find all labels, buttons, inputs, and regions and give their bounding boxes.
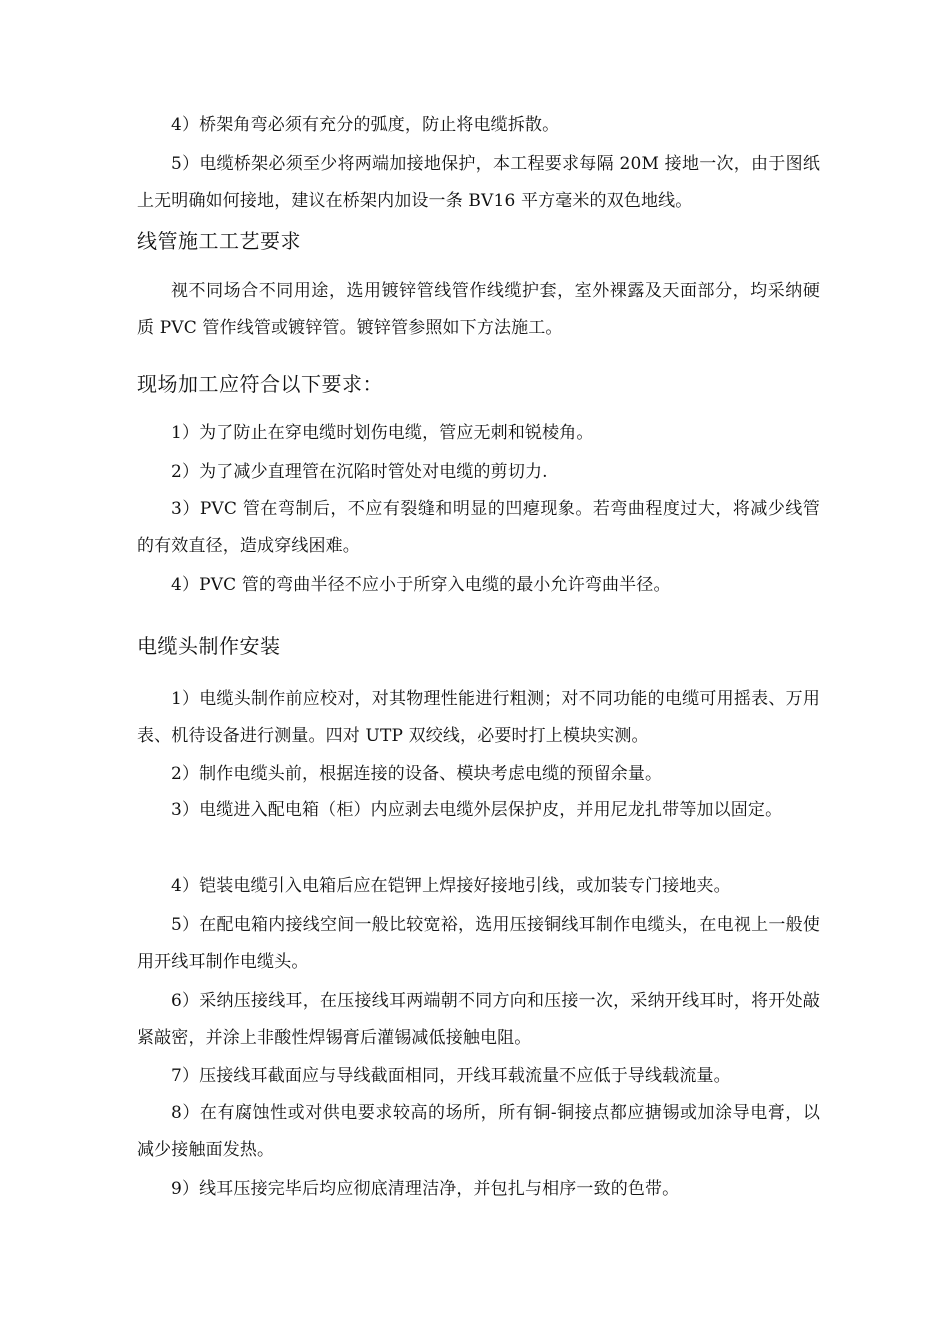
conduit-paragraph: 视不同场合不同用途，选用镀锌管线管作线缆护套，室外裸露及天面部分，均采纳硬质 PVC 管作线管或镀锌管。镀锌管参照如下方法施工。 — [137, 281, 820, 338]
site-item-3: 3）PVC 管在弯制后，不应有裂缝和明显的凹瘪现象。若弯曲程度过大，将减少线管的有效直径，造成穿线困难。 — [137, 499, 820, 556]
cable-item-6: 6）采纳压接线耳，在压接线耳两端朝不同方向和压接一次，采纳开线耳时，将开处敲紧敲密，并涂上非酸性焊锡膏后灌锡减低接触电阻。 — [137, 991, 820, 1048]
cable-item-5: 5）在配电箱内接线空间一般比较宽裕，选用压接铜线耳制作电缆头，在电视上一般使用开线耳制作电缆头。 — [137, 915, 820, 972]
site-item-1: 1）为了防止在穿电缆时划伤电缆，管应无刺和锐棱角。 — [171, 423, 594, 443]
cable-item-8: 8）在有腐蚀性或对供电要求较高的场所，所有铜-铜接点都应搪锡或加涂导电膏，以减少接触面发热。 — [137, 1103, 820, 1160]
cable-item-3: 3）电缆进入配电箱（柜）内应剥去电缆外层保护皮，并用尼龙扎带等加以固定。 — [171, 800, 783, 820]
cable-item-1: 1）电缆头制作前应校对，对其物理性能进行粗测；对不同功能的电缆可用摇表、万用表、机待设备进行测量。四对 UTP 双绞线，必要时打上模块实测。 — [137, 689, 820, 746]
site-item-2: 2）为了减少直理管在沉陷时管处对电缆的剪切力. — [171, 462, 548, 482]
cable-item-4: 4）铠装电缆引入电箱后应在铠钾上焊接好接地引线，或加装专门接地夹。 — [171, 876, 731, 896]
cable-item-7: 7）压接线耳截面应与导线截面相同，开线耳载流量不应低于导线载流量。 — [171, 1066, 731, 1086]
bridge-item-5: 5）电缆桥架必须至少将两端加接地保护，本工程要求每隔 20M 接地一次，由于图纸上无明确如何接地，建议在桥架内加设一条 BV16 平方毫米的双色地线。 — [137, 154, 820, 211]
cable-item-9: 9）线耳压接完毕后均应彻底清理洁净，并包扎与相序一致的色带。 — [171, 1179, 680, 1199]
heading-cable-head: 电缆头制作安装 — [137, 634, 281, 658]
bridge-item-4: 4）桥架角弯必须有充分的弧度，防止将电缆拆散。 — [171, 115, 560, 135]
heading-conduit: 线管施工工艺要求 — [137, 229, 301, 253]
site-item-4: 4）PVC 管的弯曲半径不应小于所穿入电缆的最小允许弯曲半径。 — [171, 575, 671, 595]
cable-item-2: 2）制作电缆头前，根据连接的设备、模块考虑电缆的预留余量。 — [171, 764, 663, 784]
heading-site-processing: 现场加工应符合以下要求： — [137, 372, 383, 396]
